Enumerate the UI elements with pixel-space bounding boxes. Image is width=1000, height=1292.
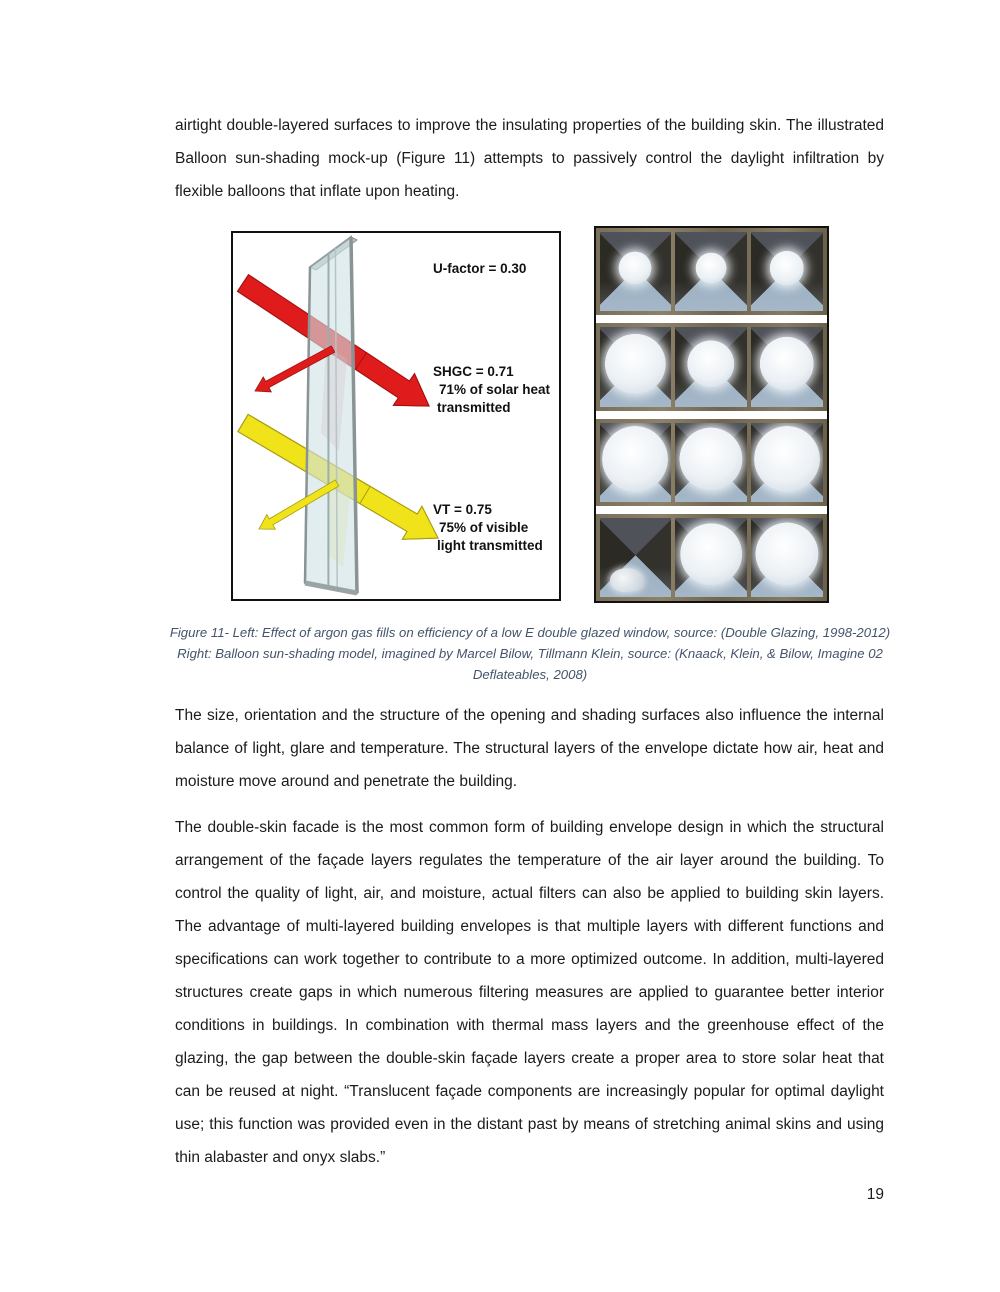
balloon-photo-figure [594, 226, 829, 603]
balloon [687, 340, 734, 387]
balloon [759, 336, 813, 390]
balloon [696, 253, 727, 284]
balloon-photo-row [596, 228, 827, 315]
balloon-cell [751, 518, 823, 597]
balloon-photo-row [596, 419, 827, 506]
balloon-photo-row [596, 323, 827, 410]
paragraph-double-skin: The double-skin facade is the most common form of building envelope design in which the structural arrangement of the façade layers regulates the temperature of the air layer around the building. To control the quality of light, air, and moisture, actual filters can also be applied to building skin layers. The advantage of multi-layered building envelopes is that multiple layers with different functions and specifications can work together to contribute to a more optimized outcome. In addition, multi-layered structures create gaps in which numerous filtering measures are applied to guarantee better interior conditions in buildings. In combination with thermal mass layers and the greenhouse effect of the glazing, the gap between the double-skin façade layers create a proper area to store solar heat that can be reused at night. “Translucent façade components are increasingly popular for optimal daylight use; this function was provided even in the distant past by means of stretching animal skins and using thin alabaster and onyx slabs.” [175, 819, 884, 1166]
balloon-cell [600, 518, 672, 597]
balloon [619, 252, 652, 285]
balloon [754, 426, 820, 492]
shgc-label: SHGC = 0.71 [432, 364, 514, 379]
visible-light-arrow-transmitted [359, 486, 437, 539]
deflated-balloon [608, 566, 644, 594]
paragraph-intro: airtight double-layered surfaces to improve the insulating properties of the building skin. The illustrated Balloon sun-shading mock-up (Figure 11) attempts to passively control the daylight infiltration by flexible balloons that inflate upon heating. [175, 117, 884, 200]
balloon-cell [600, 327, 672, 406]
shgc-subline-2: transmitted [436, 400, 511, 415]
glazing-diagram-figure [231, 231, 561, 601]
balloon-cell [600, 423, 672, 502]
figure-caption: Figure 11- Left: Effect of argon gas fills on efficiency of a low E double glazed window, source: (Double Glazing, 1998-2012) Right: Balloon sun-shading model, imagined by Marcel Bilow, Tillmann Klein, source: (Knaack, Klein, & Bilow, Imagine 02 Deflateables, 2008) [169, 625, 891, 682]
vt-label: VT = 0.75 [432, 502, 492, 517]
balloon [680, 523, 742, 585]
balloon-cell [751, 232, 823, 311]
shgc-subline-1: 71% of solar heat [438, 382, 550, 397]
balloon-photo-row [596, 514, 827, 601]
balloon [602, 426, 668, 492]
balloon-cell [675, 423, 747, 502]
figure-11 [175, 226, 884, 603]
balloon [769, 251, 803, 285]
balloon [605, 334, 665, 394]
u-factor-label: U-factor = 0.30 [432, 261, 526, 276]
glass-pane [305, 237, 357, 593]
balloon [679, 427, 742, 490]
page-number: 19 [866, 1186, 884, 1203]
vt-subline-1: 75% of visible [438, 520, 528, 535]
paragraph-structure: The size, orientation and the structure of the opening and shading surfaces also influence the internal balance of light, glare and temperature. The structural layers of the envelope dictate how air, heat and moisture move around and penetrate the building. [175, 707, 884, 790]
balloon-cell [675, 518, 747, 597]
balloon [755, 523, 818, 586]
solar-heat-arrow-transmitted [355, 353, 429, 406]
balloon-cell [751, 423, 823, 502]
vt-subline-2: light transmitted [436, 538, 543, 553]
balloon-cell [675, 327, 747, 406]
glazing-diagram [233, 233, 559, 599]
balloon-cell [600, 232, 672, 311]
balloon-cell [751, 327, 823, 406]
balloon-cell [675, 232, 747, 311]
